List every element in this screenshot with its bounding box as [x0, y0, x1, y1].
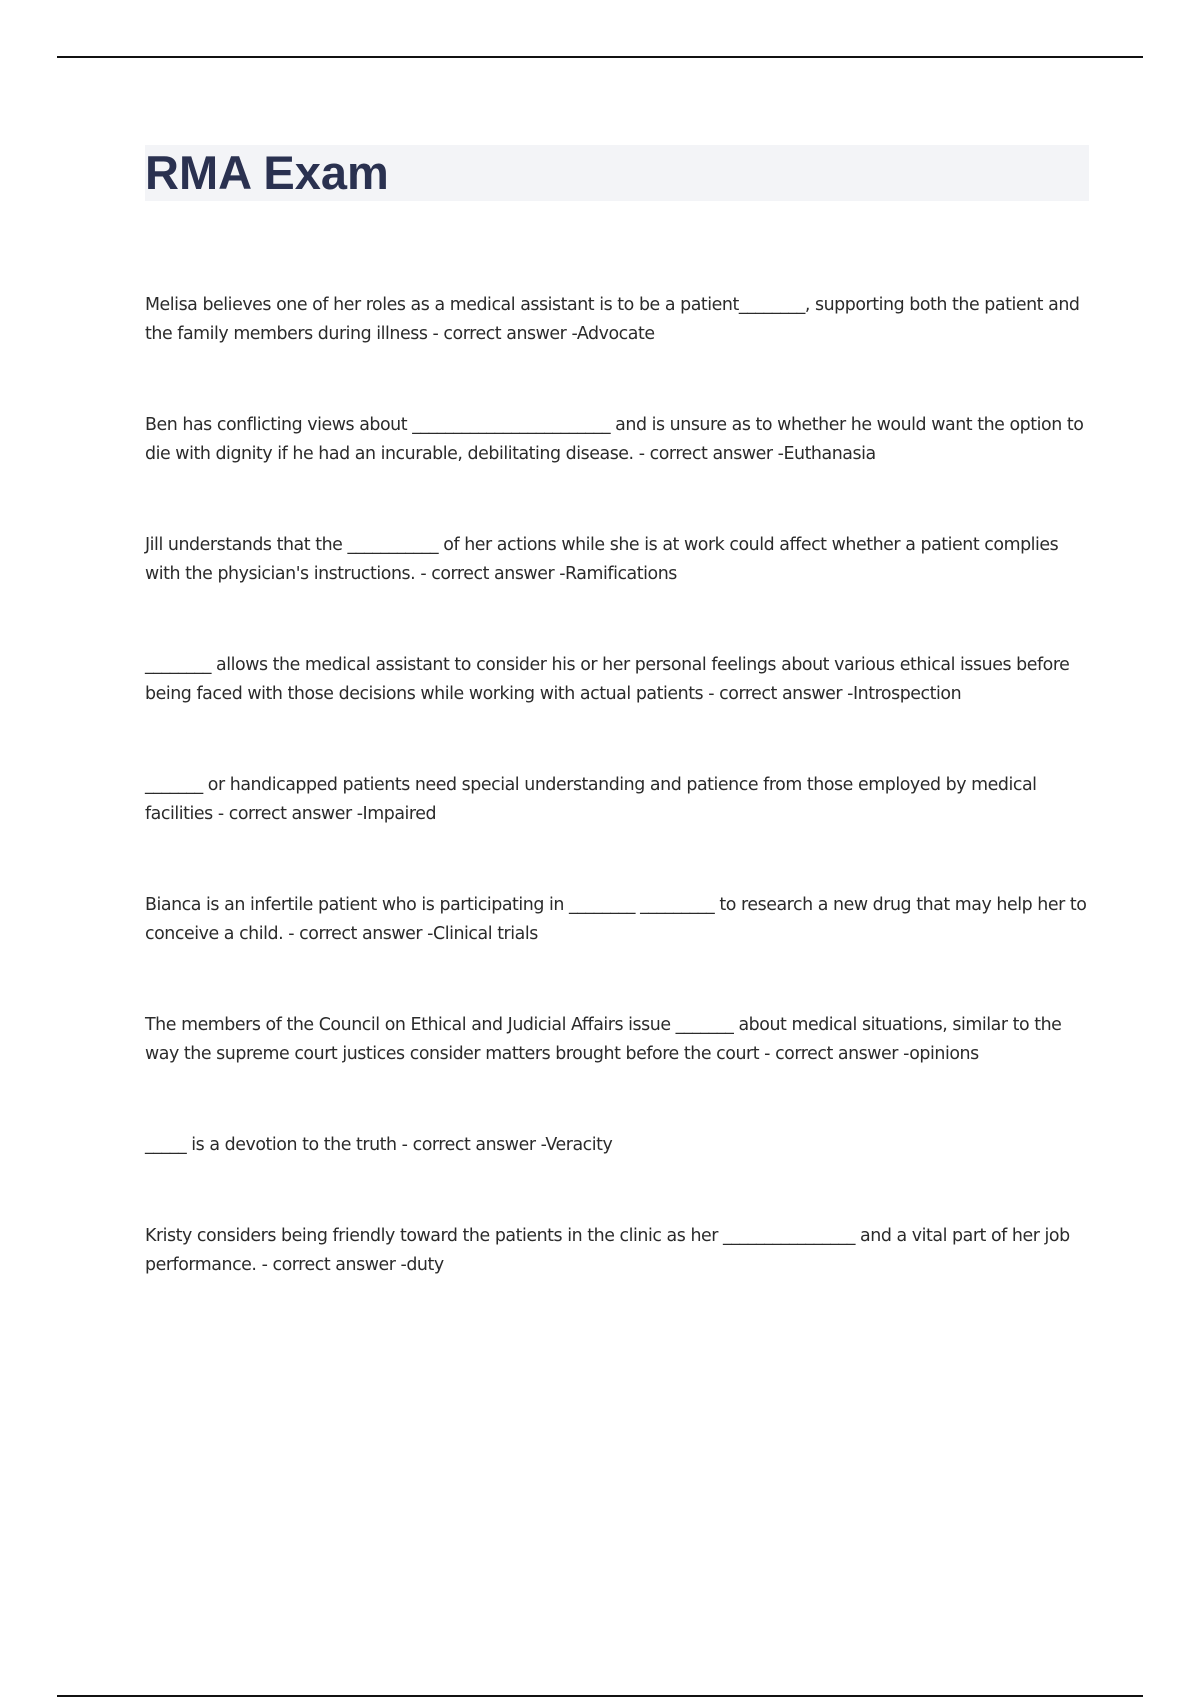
question-list	[145, 291, 1090, 1280]
question-item: Bianca is an infertile patient who is participating in ________ _________ to research a new drug that may help her to conceive a child. - correct answer -Clinical trials	[145, 895, 1087, 944]
question-item: ________ allows the medical assistant to consider his or her personal feelings about various ethical issues before being faced with those decisions while working with actual patients - correct answer -Introspection	[145, 655, 1070, 704]
page-title: RMA Exam	[145, 146, 389, 199]
question-item: Jill understands that the ___________ of her actions while she is at work could affect whether a patient complies with the physician's instructions. - correct answer -Ramifications	[145, 535, 1059, 584]
question-item: _______ or handicapped patients need special understanding and patience from those employed by medical facilities - correct answer -Impaired	[145, 775, 1037, 824]
bottom-rule	[57, 1695, 1143, 1697]
question-item: _____ is a devotion to the truth - correct answer -Veracity	[145, 1135, 613, 1155]
question-item: Melisa believes one of her roles as a medical assistant is to be a patient________, supporting both the patient and the family members during illness - correct answer -Advocate	[145, 295, 1080, 344]
question-item: Ben has conflicting views about ________________________ and is unsure as to whether he would want the option to die with dignity if he had an incurable, debilitating disease. - correct answer -Euthanasia	[145, 415, 1084, 464]
question-item: The members of the Council on Ethical and Judicial Affairs issue _______ about medical situations, similar to the way the supreme court justices consider matters brought before the court - correct answer -opinions	[145, 1015, 1062, 1064]
question-item: Kristy considers being friendly toward the patients in the clinic as her ________________ and a vital part of her job performance. - correct answer -duty	[145, 1226, 1070, 1275]
top-rule	[57, 56, 1143, 58]
